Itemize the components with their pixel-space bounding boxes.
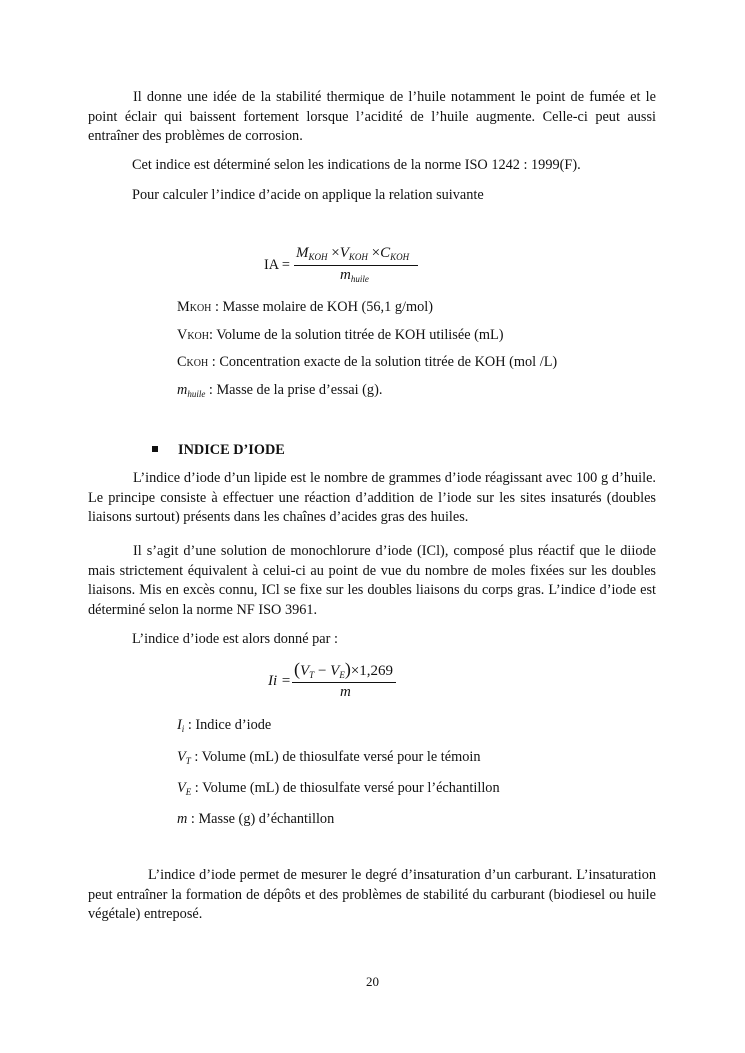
definition-sample-mass-g: m : Masse (g) d’échantillon [177, 811, 335, 827]
paragraph-icl-solution: Il s’agit d’une solution de monochlorure d’iode (ICl), composé plus réactif que le diiode mais strictement équivalent à celui-ci au point de vue du nombre de moles fixées sur les doubles liaisons. Mis en excès connu, ICl se fixe sur les doubles liaisons du corps gras. L’indice d’iode est déterminé selon la norme NF ISO 3961. [88, 543, 656, 618]
definition-volume-sample: $V_E$ : Volume (mL) de thiosulfate versé pour l’échantillon [177, 780, 500, 797]
formula-ii-denominator: m [340, 684, 351, 700]
definition-volume-blank: $V_T$ : Volume (mL) de thiosulfate versé pour le témoin [177, 749, 481, 766]
formula-ia-numerator: $M_{KOH} \times V_{KOH} \times C_{KOH}$ [296, 245, 410, 262]
formula-ii-numerator: $(V_T - V_E)\times 1,269$ [294, 659, 394, 680]
definition-sample-mass: $m_{huile}$ : Masse de la prise d’essai (g). [177, 382, 383, 399]
paragraph-iso-norm: Cet indice est déterminé selon les indications de la norme ISO 1242 : 1999(F). [132, 157, 581, 173]
paragraph-acid-relation: Pour calculer l’indice d’acide on applique la relation suivante [132, 187, 484, 203]
paragraph-unsaturation: L’indice d’iode permet de mesurer le degré d’insaturation d’un carburant. L’insaturation peut entraîner la formation de dépôts et des problèmes de stabilité du carburant (biodiesel ou huile végétale) entreposé. [88, 867, 656, 922]
definition-concentration-koh: CKOH : Concentration exacte de la solution titrée de KOH (mol /L) [177, 354, 558, 370]
section-heading-iodine-index: INDICE D’IODE [178, 442, 285, 458]
formula-ia-denominator: $m_{huile}$ [340, 267, 369, 284]
definition-iodine-index: $I_i$ : Indice d’iode [177, 717, 272, 734]
bullet-square-icon [152, 446, 158, 452]
paragraph-iodine-definition: L’indice d’iode d’un lipide est le nombre de grammes d’iode réagissant avec 100 g d’huile. Le principe consiste à effectuer une réaction d’addition de l’iode sur les sites insaturés (doubles liaisons surtout) présents dans les chaînes d’acides gras des huiles. [88, 470, 656, 525]
definition-volume-koh: VKOH: Volume de la solution titrée de KOH utilisée (mL) [177, 327, 504, 343]
paragraph-iodine-formula-intro: L’indice d’iode est alors donné par : [132, 631, 338, 647]
definition-molar-mass: MKOH : Masse molaire de KOH (56,1 g/mol) [177, 299, 433, 315]
formula-ia-lhs: IA = [264, 257, 290, 273]
page-number: 20 [366, 974, 379, 989]
paragraph-acidity-effects: Il donne une idée de la stabilité thermique de l’huile notamment le point de fumée et le point éclair qui baissent fortement lorsque l’acidité de l’huile augmente. Celle-ci peut aussi entraîner des problèmes de corrosion. [88, 89, 656, 144]
formula-ii-lhs: Ii = [268, 673, 292, 689]
